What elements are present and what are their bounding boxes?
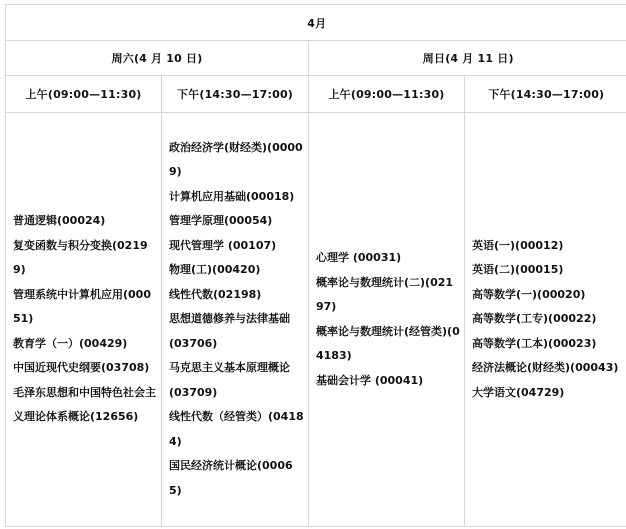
course-item: 高等数学(一)(00020) bbox=[472, 287, 586, 301]
course-item: 复变函数与积分变换(02199) bbox=[13, 238, 148, 277]
courses-row bbox=[6, 113, 626, 527]
course-item: 现代管理学 (00107) bbox=[169, 238, 277, 252]
month-row bbox=[6, 5, 626, 41]
course-item: 教育学（一）(00429) bbox=[13, 336, 128, 350]
session-row bbox=[6, 76, 626, 113]
course-item: 概率论与数理统计(二)(02197) bbox=[316, 275, 454, 313]
course-item: 马克思主义基本原理概论 (03709) bbox=[169, 361, 290, 399]
course-item: 高等数学(工专)(00022) bbox=[472, 312, 597, 326]
course-item: 基础会计学 (00041) bbox=[316, 373, 424, 387]
course-item: 线性代数(02198) bbox=[169, 287, 262, 301]
course-item: 高等数学(工本)(00023) bbox=[472, 336, 597, 350]
course-item: 计算机应用基础(00018) bbox=[169, 189, 295, 203]
course-item: 普通逻辑(00024) bbox=[13, 214, 106, 228]
courses-cell-sat-pm bbox=[162, 113, 309, 527]
course-item: 线性代数（经管类）(04184) bbox=[169, 410, 304, 448]
course-item: 管理系统中计算机应用(00051) bbox=[13, 287, 151, 326]
session-header-sat-pm: 下午(14:30—17:00) bbox=[162, 76, 309, 113]
course-list-sun-pm bbox=[472, 234, 623, 406]
day-header-saturday: 周六(4 月 10 日) bbox=[6, 41, 309, 76]
session-header-sat-am: 上午(09:00—11:30) bbox=[6, 76, 162, 113]
day-header-sunday: 周日(4 月 11 日) bbox=[309, 41, 626, 76]
session-header-sun-pm: 下午(14:30—17:00) bbox=[465, 76, 626, 113]
courses-cell-sun-am bbox=[309, 113, 465, 527]
course-list-sat-am bbox=[13, 209, 157, 430]
course-item: 中国近现代史纲要(03708) bbox=[13, 361, 150, 375]
course-item: 心理学 (00031) bbox=[316, 251, 402, 264]
session-header-sun-am: 上午(09:00—11:30) bbox=[309, 76, 465, 113]
exam-schedule-table bbox=[5, 4, 626, 527]
courses-cell-sat-am bbox=[6, 113, 162, 527]
course-item: 英语(二)(00015) bbox=[472, 263, 564, 277]
course-item: 管理学原理(00054) bbox=[169, 214, 273, 228]
course-list-sun-am bbox=[316, 246, 460, 393]
course-item: 政治经济学(财经类)(00009) bbox=[169, 140, 303, 179]
course-item: 经济法概论(财经类)(00043) bbox=[472, 361, 619, 375]
day-row bbox=[6, 41, 626, 76]
course-item: 大学语文(04729) bbox=[472, 385, 565, 399]
month-title: 4月 bbox=[6, 5, 626, 41]
course-item: 毛泽东思想和中国特色社会主义理论体系概论(12656) bbox=[13, 385, 156, 424]
course-item: 国民经济统计概论(00065) bbox=[169, 459, 293, 497]
course-item: 思想道德修养与法律基础 (03706) bbox=[169, 312, 290, 350]
course-item: 概率论与数理统计(经管类)(04183) bbox=[316, 324, 460, 362]
course-list-sat-pm bbox=[169, 136, 304, 504]
course-item: 英语(一)(00012) bbox=[472, 238, 564, 252]
course-item: 物理(工)(00420) bbox=[169, 263, 261, 277]
courses-cell-sun-pm bbox=[465, 113, 626, 527]
